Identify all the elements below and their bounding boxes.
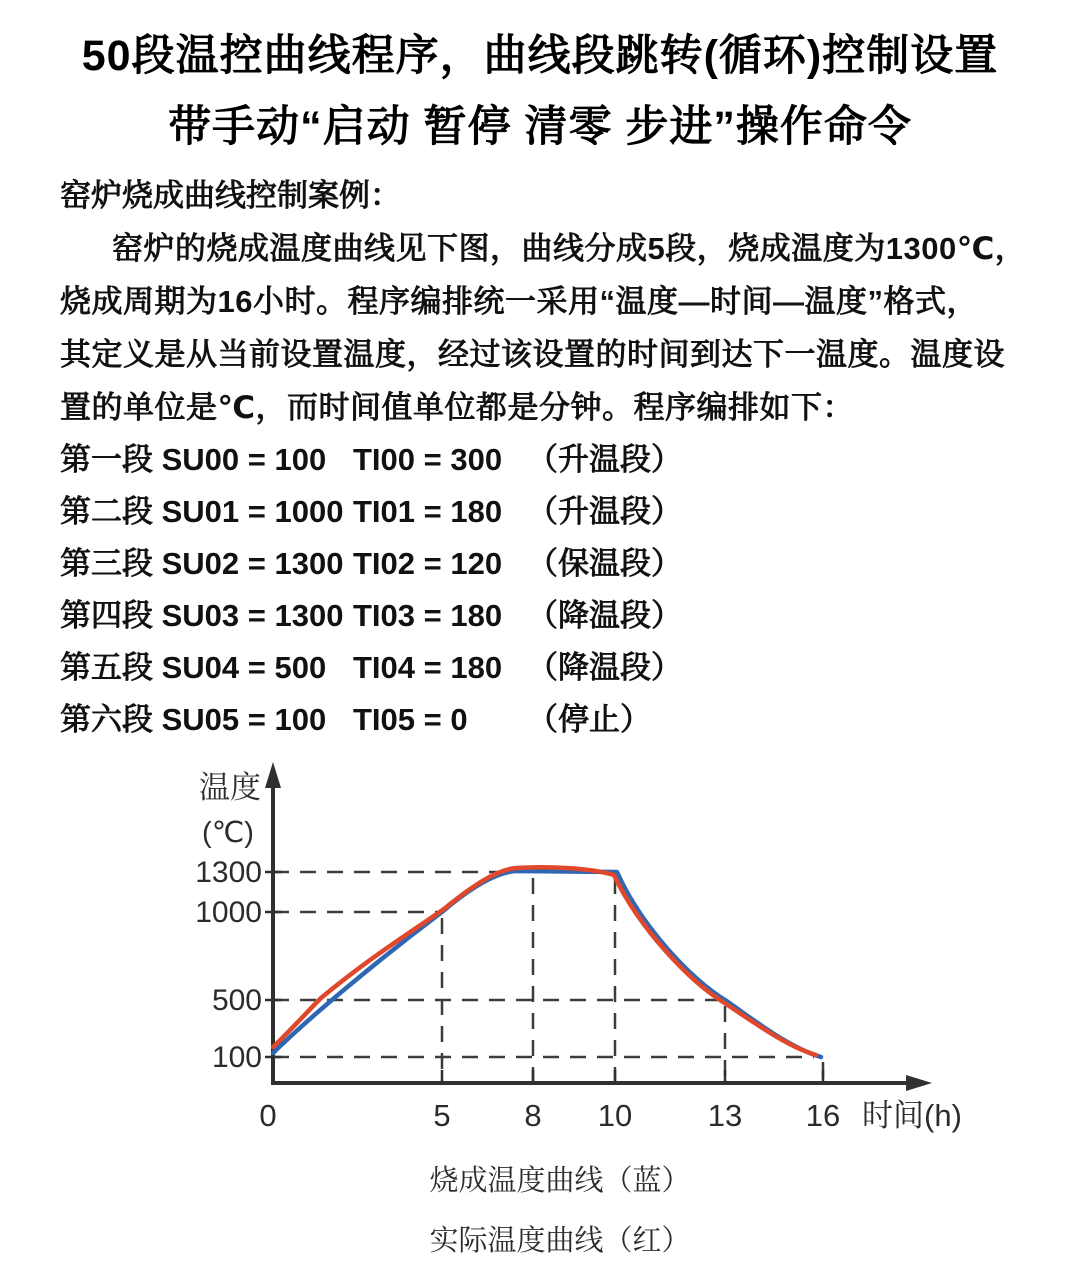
- paragraph-line: 其定义是从当前设置温度，经过该设置的时间到达下一温度。温度设: [60, 337, 1005, 372]
- y-axis-unit: (℃): [202, 817, 254, 849]
- paragraph-line: 置的单位是℃，而时间值单位都是分钟。程序编排如下：: [60, 390, 855, 425]
- x-tick-label: 0: [259, 1098, 277, 1133]
- segment-row: [60, 538, 682, 590]
- y-tick-label: 100: [211, 1041, 262, 1074]
- y-axis-title: 温度: [199, 770, 261, 805]
- segment-row: [60, 434, 682, 486]
- segment-ti-value: TI00 = 300: [353, 442, 503, 477]
- segment-type: （降温段）: [527, 598, 682, 633]
- segment-type: （升温段）: [527, 494, 682, 529]
- intro-paragraph: [60, 222, 1026, 434]
- page-title-line1: 50段温控曲线程序，曲线段跳转(循环)控制设置: [81, 32, 999, 80]
- x-axis-title: 时间(h): [862, 1098, 962, 1133]
- program-segment-list: [60, 434, 682, 746]
- case-heading: 窑炉烧成曲线控制案例：: [60, 178, 401, 213]
- segment-su-value: 第二段 SU01 = 1000: [60, 494, 344, 529]
- y-axis-arrow-icon: [265, 762, 281, 788]
- segment-su-value: 第三段 SU02 = 1300: [60, 546, 344, 581]
- segment-ti-value: TI03 = 180: [353, 598, 503, 633]
- firing-temperature-curve-blue: [273, 871, 821, 1057]
- legend-blue-curve: 烧成温度曲线（蓝）: [429, 1165, 691, 1197]
- legend-red-curve: 实际温度曲线（红）: [429, 1225, 691, 1257]
- y-tick-label: 1000: [195, 896, 262, 929]
- segment-su-value: 第四段 SU03 = 1300: [60, 598, 344, 633]
- actual-temperature-curve-red: [273, 867, 816, 1055]
- y-tick-label: 1300: [195, 856, 262, 889]
- x-tick-label: 16: [805, 1098, 841, 1133]
- segment-type: （升温段）: [527, 442, 682, 477]
- paragraph-line: 窑炉的烧成温度曲线见下图，曲线分成5段，烧成温度为1300℃，: [112, 231, 1027, 266]
- segment-su-value: 第六段 SU05 = 100: [60, 702, 327, 737]
- x-tick-label: 10: [597, 1098, 633, 1133]
- segment-row: [60, 694, 682, 746]
- paragraph-line: 烧成周期为16小时。程序编排统一采用“温度—时间—温度”格式，: [60, 284, 978, 319]
- segment-type: （保温段）: [527, 546, 682, 581]
- segment-ti-value: TI05 = 0: [353, 702, 468, 737]
- page-title-line2: 带手动“启动 暂停 清零 步进”操作命令: [168, 103, 912, 151]
- x-tick-label: 8: [524, 1098, 542, 1133]
- x-axis-arrow-icon: [906, 1075, 932, 1091]
- x-tick-label: 13: [707, 1098, 743, 1133]
- x-tick-label: 5: [433, 1098, 451, 1133]
- segment-row: [60, 486, 682, 538]
- firing-curve-svg: [150, 750, 1080, 1150]
- segment-ti-value: TI04 = 180: [353, 650, 503, 685]
- segment-su-value: 第一段 SU00 = 100: [60, 442, 327, 477]
- segment-ti-value: TI02 = 120: [353, 546, 503, 581]
- segment-row: [60, 642, 682, 694]
- segment-su-value: 第五段 SU04 = 500: [60, 650, 327, 685]
- segment-row: [60, 590, 682, 642]
- axes: [271, 770, 912, 1083]
- y-tick-label: 500: [211, 984, 262, 1017]
- segment-type: （降温段）: [527, 650, 682, 685]
- segment-type: （停止）: [527, 702, 651, 737]
- horizontal-dashed-guides: [273, 872, 814, 1057]
- segment-ti-value: TI01 = 180: [353, 494, 503, 529]
- firing-curve-chart: [150, 750, 1080, 1150]
